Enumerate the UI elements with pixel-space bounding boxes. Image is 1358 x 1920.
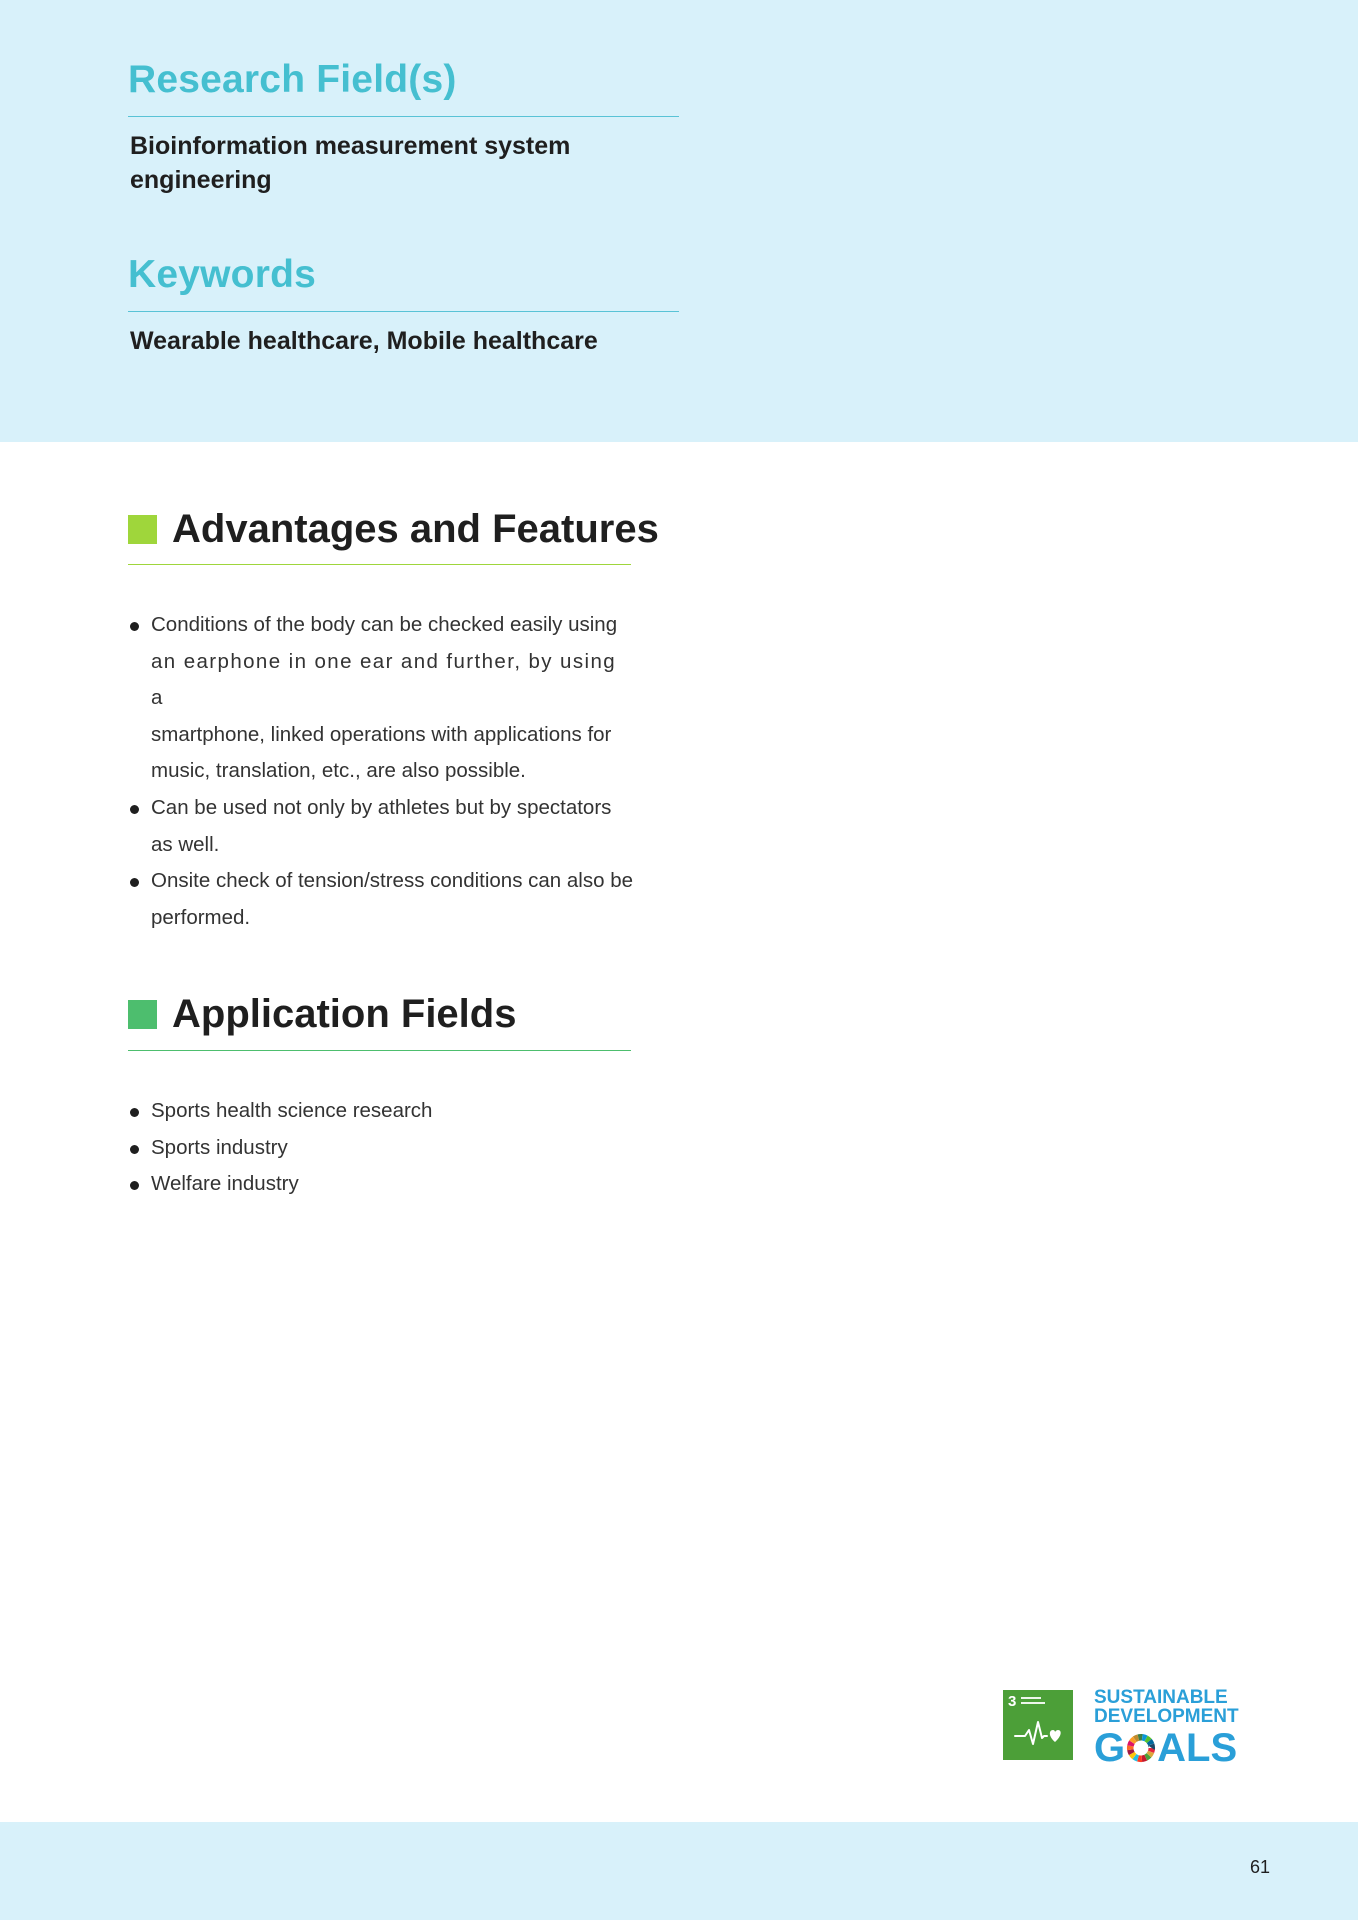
sdg-color-wheel-icon: [1126, 1733, 1156, 1763]
sdg-goals-g: G: [1094, 1726, 1126, 1770]
list-item: [128, 863, 633, 936]
page-number: 61: [1250, 1857, 1271, 1877]
advantages-bullet-3-line-2: performed.: [151, 905, 251, 929]
keywords-heading: Keywords: [128, 253, 316, 296]
applications-marker-square: [128, 1000, 157, 1029]
advantages-bullet-1-line-3: smartphone, linked operations with applications for: [151, 722, 612, 746]
sdg-wordmark-line-2: DEVELOPMENT: [1094, 1706, 1239, 1727]
research-fields-line-1: Bioinformation measurement system: [130, 132, 571, 160]
list-item: Welfare industry: [128, 1166, 633, 1203]
sdg-wordmark: [1094, 1688, 1239, 1768]
advantages-bullet-1-line-2: an earphone in one ear and further, by using a: [151, 649, 617, 710]
advantages-bullet-1-line-4: music, translation, etc., are also possible.: [151, 759, 526, 783]
advantages-list: [128, 607, 633, 936]
list-item: Sports industry: [128, 1130, 633, 1167]
advantages-heading: [128, 505, 659, 553]
research-fields-heading: Research Field(s): [128, 58, 457, 101]
list-item: [128, 790, 633, 863]
heartbeat-icon: [1013, 1718, 1065, 1750]
sdg-goal-3-tile: [1003, 1690, 1073, 1760]
keywords-text: Wearable healthcare, Mobile healthcare: [130, 327, 598, 355]
advantages-heading-text: Advantages and Features: [172, 506, 659, 551]
research-fields-line-2: engineering: [130, 166, 272, 194]
applications-heading: [128, 990, 516, 1038]
sdg-wordmark-line-1: SUSTAINABLE: [1094, 1687, 1228, 1708]
sdg-goals-row: [1094, 1728, 1239, 1768]
advantages-bullet-2-line-2: as well.: [151, 832, 220, 856]
sdg-goal-number: 3: [1008, 1693, 1017, 1710]
applications-rule: [128, 1050, 631, 1051]
applications-list: [128, 1093, 633, 1203]
advantages-rule: [128, 564, 631, 565]
advantages-marker-square: [128, 515, 157, 544]
footer-band: [0, 1822, 1358, 1920]
list-item: Sports health science research: [128, 1093, 633, 1130]
list-item: [128, 607, 633, 790]
sdg-goal-caption-marks: [1021, 1697, 1047, 1707]
advantages-bullet-1-line-1: Conditions of the body can be checked easily using: [151, 613, 618, 636]
advantages-bullet-3-line-1: Onsite check of tension/stress conditions can also be: [151, 869, 634, 893]
keywords-rule: [128, 311, 679, 312]
advantages-bullet-2-line-1: Can be used not only by athletes but by spectators: [151, 795, 612, 819]
applications-heading-text: Application Fields: [172, 991, 517, 1036]
sdg-goals-als: ALS: [1157, 1726, 1238, 1770]
research-fields-rule: [128, 116, 679, 117]
